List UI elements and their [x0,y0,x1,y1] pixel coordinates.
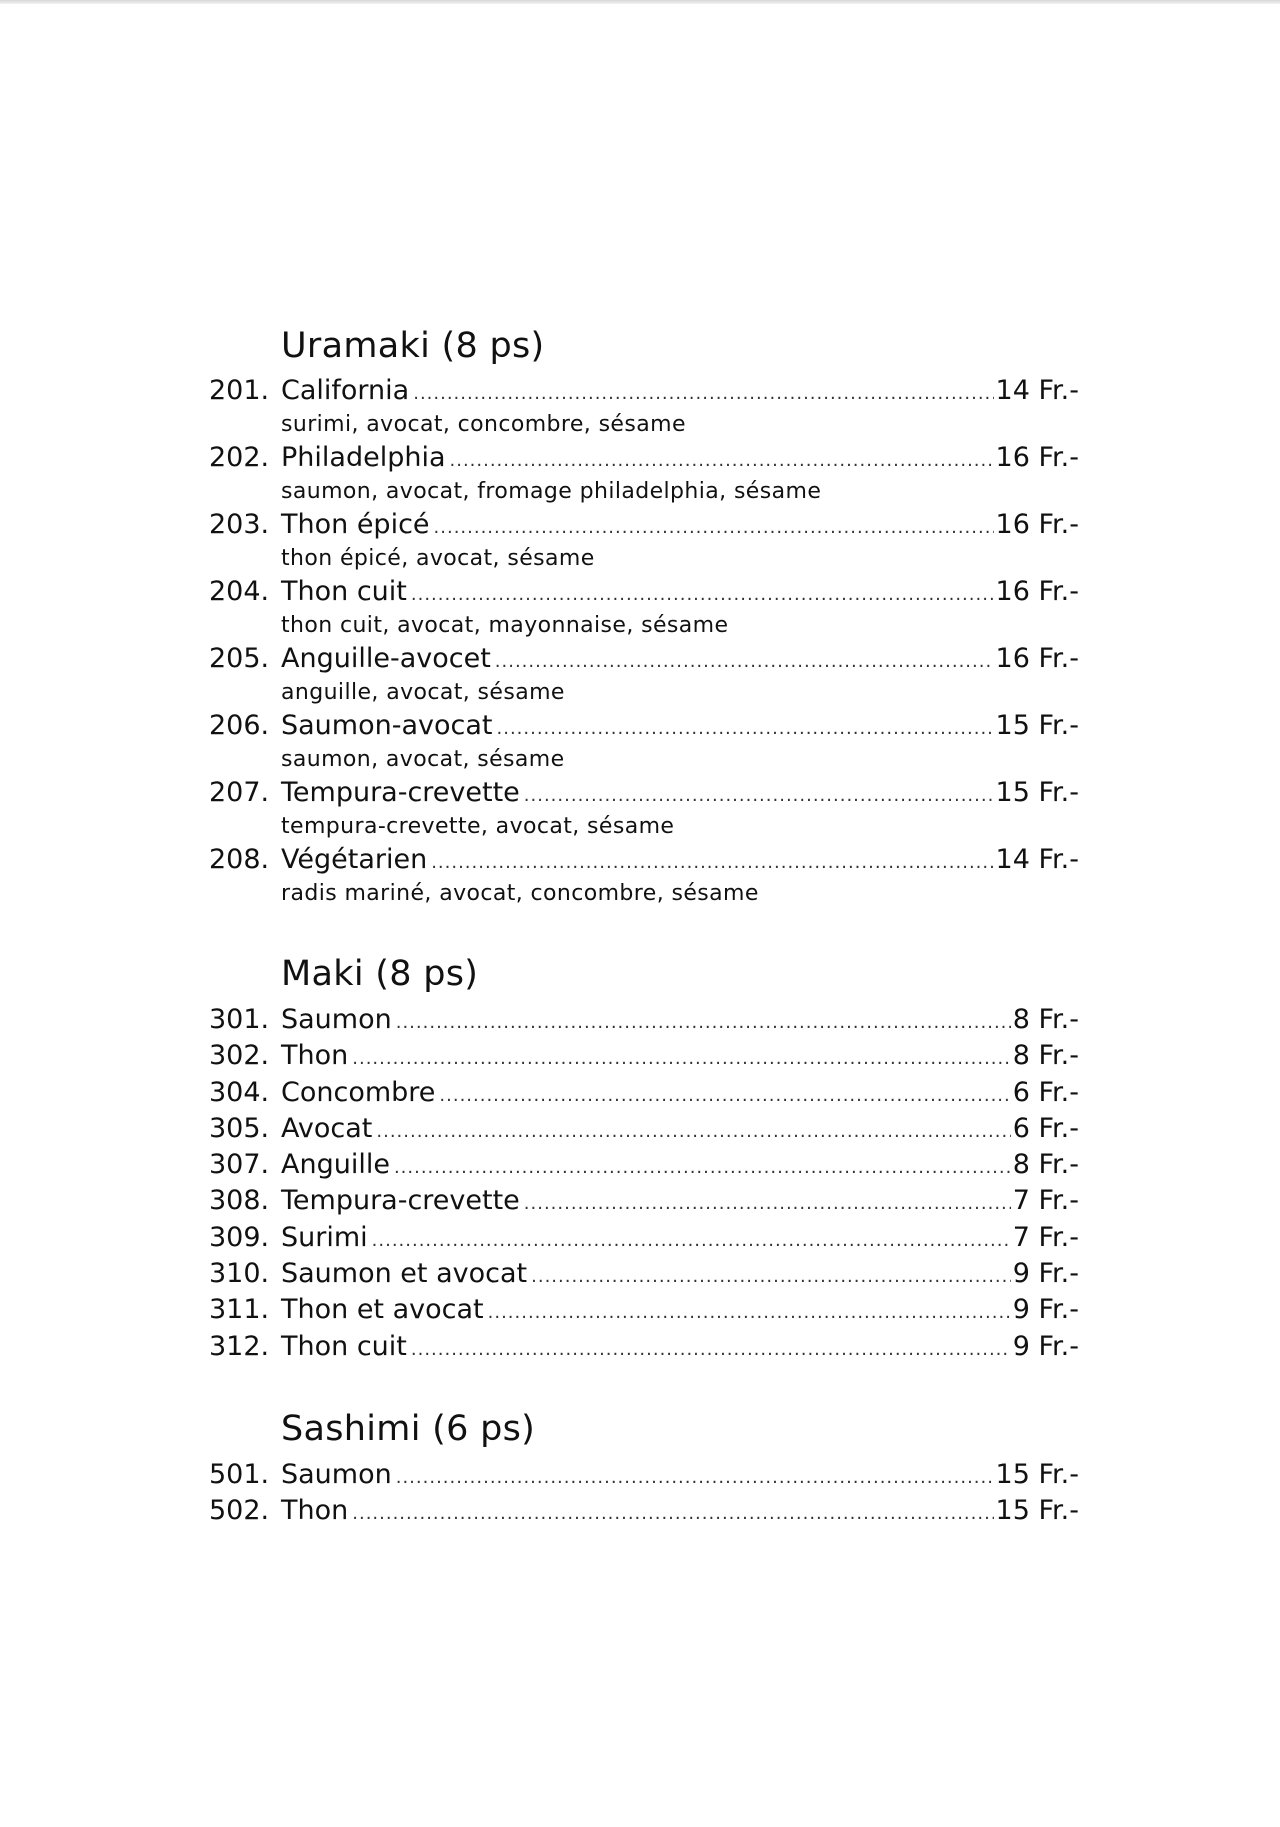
menu-item [209,1256,1079,1292]
leader-dots [372,1223,1011,1259]
menu-item [209,709,1079,776]
item-name: Saumon et avocat [281,1258,528,1290]
leader-dots [434,511,994,545]
leader-dots [394,1150,1011,1186]
menu-item [209,374,1079,441]
item-price: 15 Fr.- [995,1458,1079,1490]
menu-item [209,776,1079,843]
item-price: 9 Fr.- [1012,1258,1079,1290]
menu-item [209,843,1079,910]
menu-item-line [209,374,1079,408]
item-number: 307. [209,1149,270,1181]
menu-item [209,642,1079,709]
item-name: California [281,375,410,406]
menu-item-line [209,441,1079,475]
item-name: Saumon [281,1004,392,1035]
item-description: anguille, avocat, sésame [281,680,565,705]
menu-item [209,575,1079,642]
item-price: 8 Fr.- [1012,1149,1079,1181]
item-name: Végétarien [281,844,428,875]
item-number: 302. [209,1040,270,1072]
leader-dots [411,578,994,612]
item-name: Tempura-crevette [281,777,520,808]
item-price: 9 Fr.- [1012,1294,1079,1326]
leader-dots [531,1259,1011,1295]
item-number: 201. [209,375,270,406]
item-price: 14 Fr.- [995,844,1079,875]
menu-item-line [209,843,1079,877]
section-title: Sashimi (6 ps) [281,1408,536,1449]
item-number: 206. [209,710,270,741]
menu-item-line [209,575,1079,609]
item-price: 16 Fr.- [995,509,1079,540]
item-name: Anguille-avocet [281,643,491,674]
menu-item-line [209,709,1079,743]
item-price: 6 Fr.- [1012,1076,1079,1108]
menu-item [209,508,1079,575]
section-uramaki [209,320,1079,910]
menu-item-line [209,642,1079,676]
item-price: 7 Fr.- [1012,1221,1079,1253]
leader-dots [497,712,994,746]
item-number: 311. [209,1294,270,1326]
item-number: 304. [209,1076,270,1108]
item-number: 312. [209,1330,270,1362]
item-name: Saumon-avocat [281,710,493,741]
leader-dots [450,444,994,478]
item-number: 202. [209,442,270,473]
leader-dots [376,1114,1010,1150]
item-name: Philadelphia [281,442,446,473]
item-price: 7 Fr.- [1012,1185,1079,1217]
item-price: 9 Fr.- [1012,1330,1079,1362]
item-number: 207. [209,777,270,808]
leader-dots [488,1295,1011,1331]
section-maki [209,948,1079,1365]
item-number: 310. [209,1258,270,1290]
item-description: tempura-crevette, avocat, sésame [281,814,675,839]
item-description: saumon, avocat, fromage philadelphia, sésame [281,479,822,504]
item-name: Concombre [281,1076,436,1108]
menu-item [209,1002,1079,1038]
item-price: 8 Fr.- [1012,1004,1079,1035]
leader-dots [411,1332,1011,1368]
leader-dots [352,1496,993,1532]
item-number: 208. [209,844,270,875]
item-name: Thon [281,1494,349,1526]
item-number: 305. [209,1112,270,1144]
menu-item [209,1038,1079,1074]
item-number: 204. [209,576,270,607]
item-name: Thon cuit [281,576,407,607]
menu-item [209,1292,1079,1328]
item-price: 16 Fr.- [995,576,1079,607]
item-price: 16 Fr.- [995,643,1079,674]
menu-item [209,1329,1079,1365]
item-number: 205. [209,643,270,674]
menu-item [209,1493,1079,1529]
item-name: Surimi [281,1221,368,1253]
item-number: 301. [209,1004,270,1035]
item-name: Tempura-crevette [281,1185,520,1217]
item-number: 203. [209,509,270,540]
menu-item [209,1183,1079,1219]
item-number: 309. [209,1221,270,1253]
item-name: Thon épicé [281,509,430,540]
item-name: Saumon [281,1458,392,1490]
item-description: radis mariné, avocat, concombre, sésame [281,881,759,906]
menu-item [209,1075,1079,1111]
item-number: 502. [209,1494,270,1526]
item-price: 15 Fr.- [995,710,1079,741]
item-price: 14 Fr.- [995,375,1079,406]
menu-item [209,441,1079,508]
menu-item [209,1111,1079,1147]
item-name: Thon [281,1040,349,1072]
item-price: 15 Fr.- [995,777,1079,808]
item-price: 8 Fr.- [1012,1040,1079,1072]
item-number: 308. [209,1185,270,1217]
item-name: Avocat [281,1112,373,1144]
item-price: 16 Fr.- [995,442,1079,473]
item-price: 6 Fr.- [1012,1112,1079,1144]
leader-dots [396,1460,994,1496]
item-name: Thon cuit [281,1330,407,1362]
item-name: Anguille [281,1149,390,1181]
menu-page [209,320,1079,1529]
section-title: Uramaki (8 ps) [281,326,545,366]
leader-dots [524,779,994,813]
leader-dots [495,645,994,679]
item-name: Thon et avocat [281,1294,484,1326]
leader-dots [352,1041,1010,1077]
leader-dots [524,1186,1011,1222]
item-description: surimi, avocat, concombre, sésame [281,412,686,437]
menu-item [209,1220,1079,1256]
menu-item [209,1147,1079,1183]
section-title: Maki (8 ps) [281,954,479,994]
leader-dots [396,1005,1011,1041]
item-description: saumon, avocat, sésame [281,747,565,772]
page-top-edge [0,0,1280,4]
leader-dots [439,1078,1010,1114]
leader-dots [431,846,993,880]
item-number: 501. [209,1458,270,1490]
section-sashimi [209,1403,1079,1529]
leader-dots [413,377,993,411]
menu-item [209,1457,1079,1493]
menu-item-line [209,776,1079,810]
menu-item-line [209,508,1079,542]
item-description: thon épicé, avocat, sésame [281,546,595,571]
item-price: 15 Fr.- [995,1494,1079,1526]
item-description: thon cuit, avocat, mayonnaise, sésame [281,613,729,638]
